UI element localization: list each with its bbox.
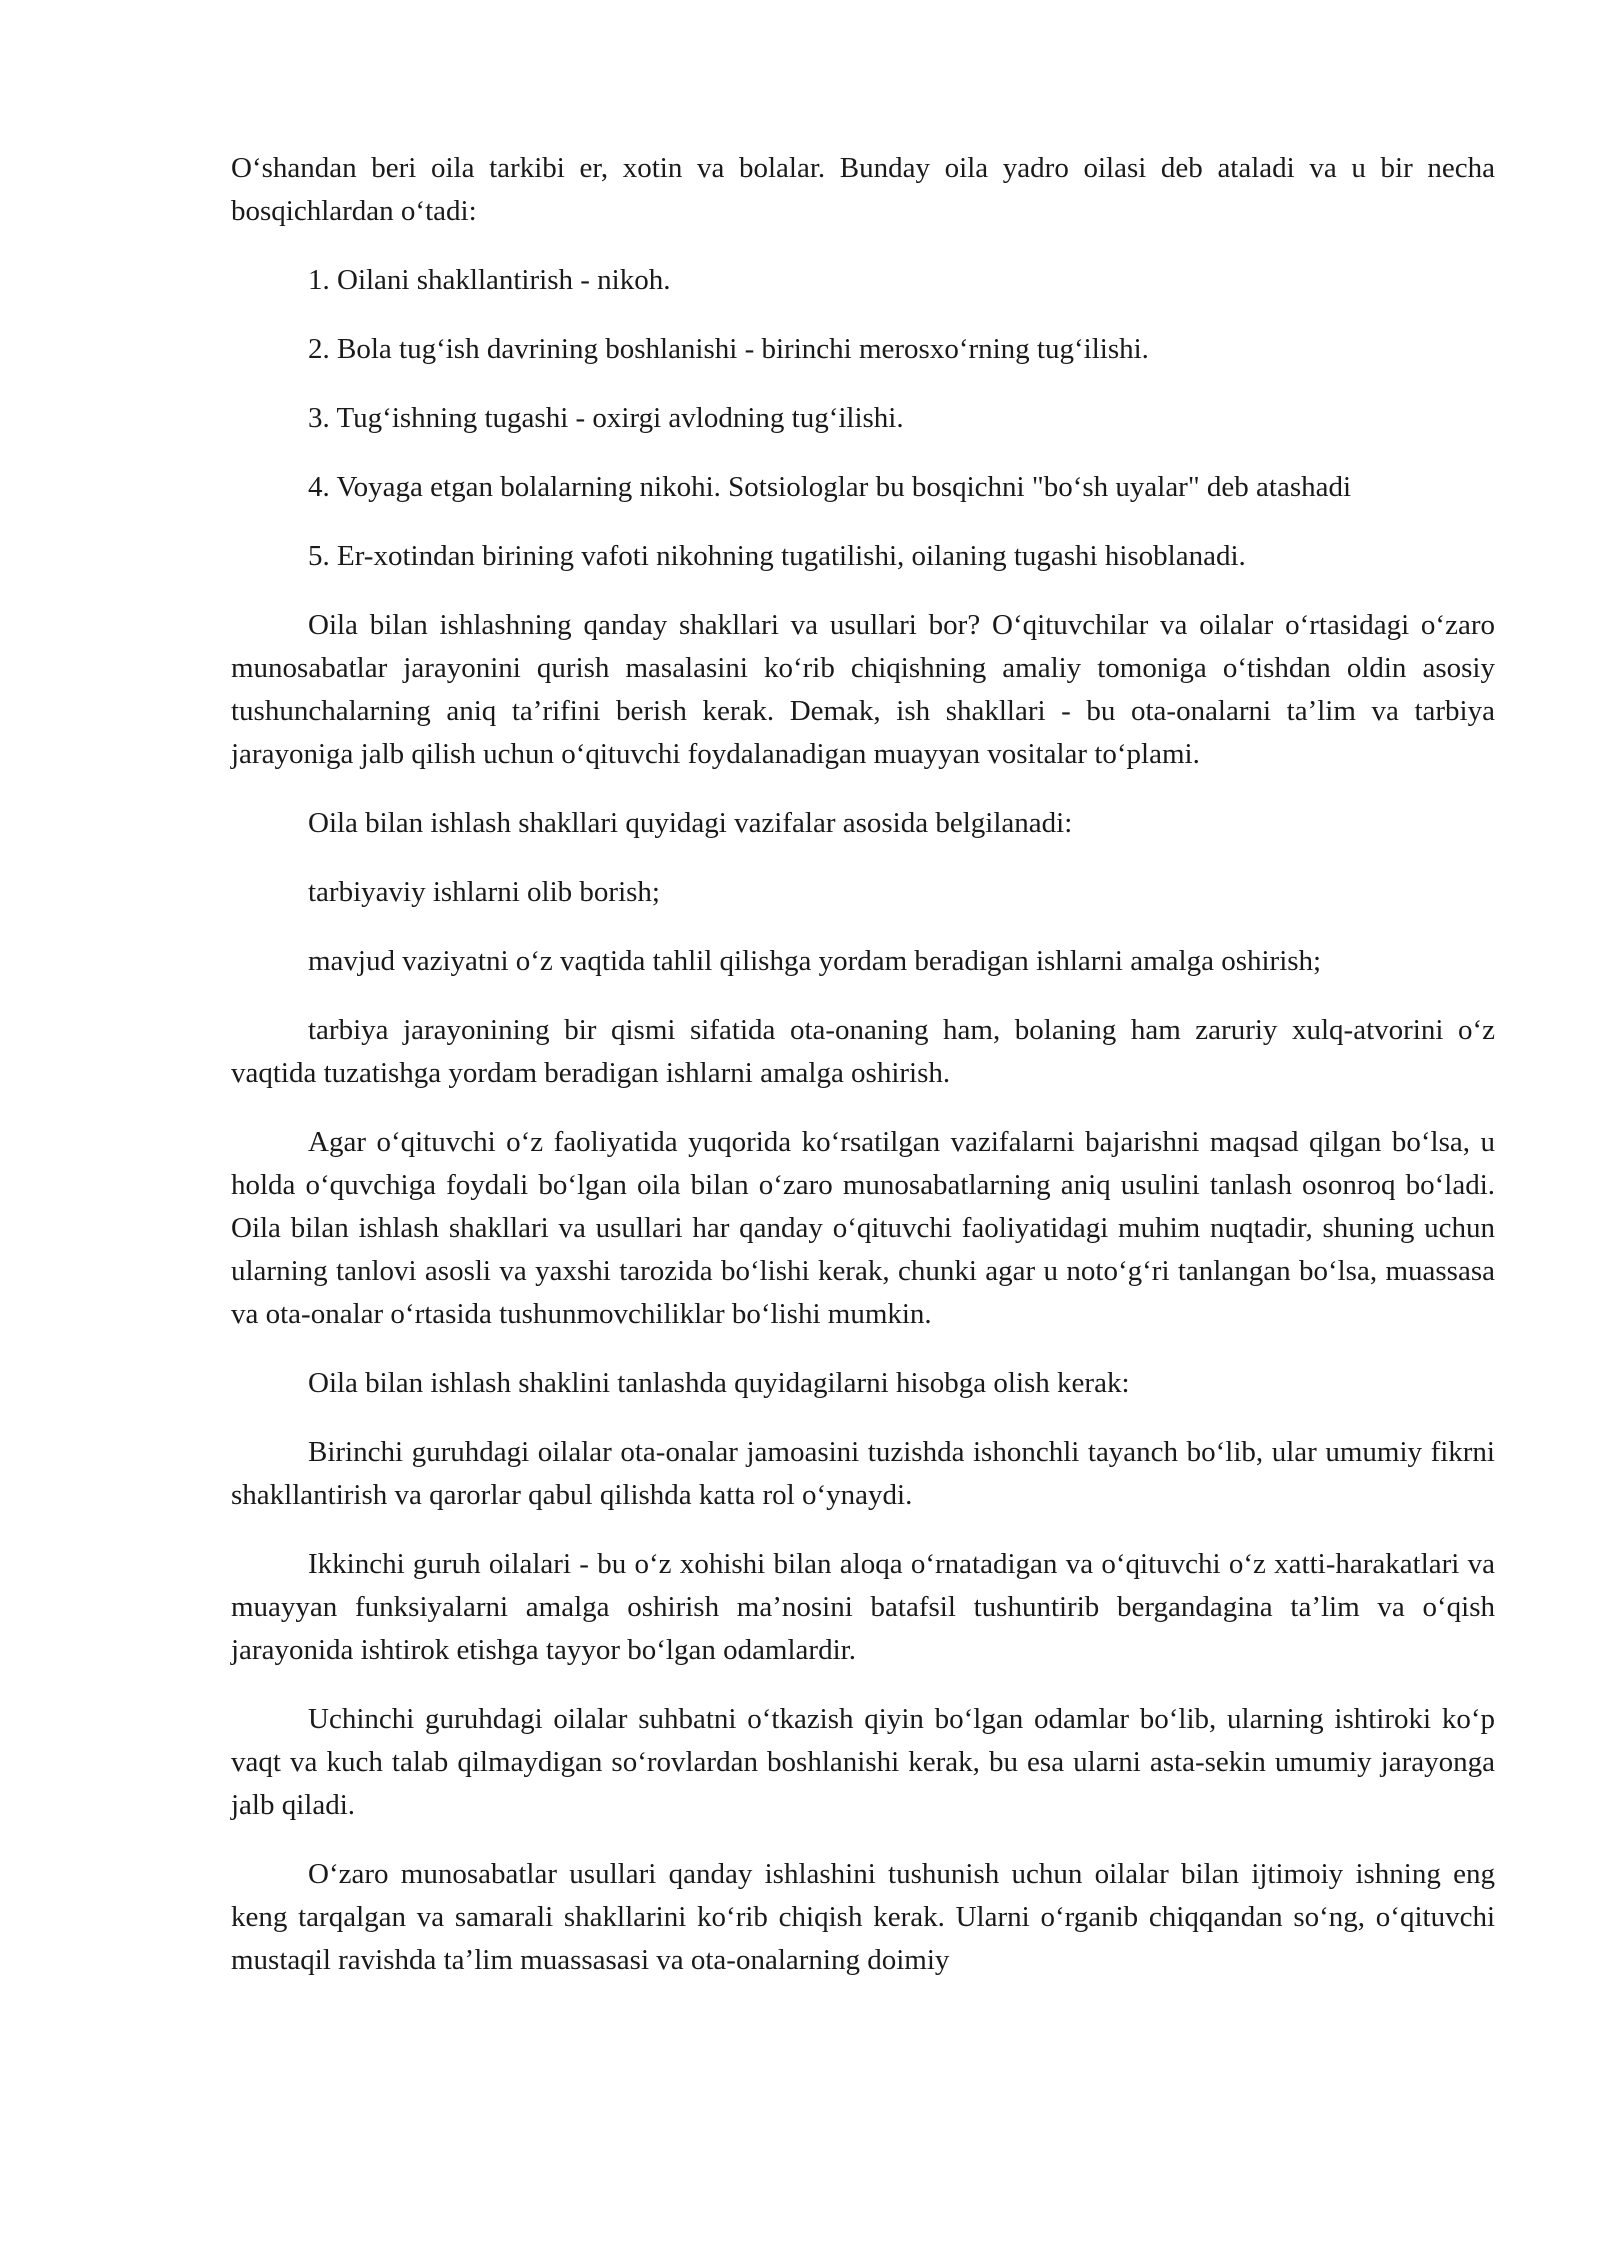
stage-item-5: 5. Er-xotindan birining vafoti nikohning tugatilishi, oilaning tugashi hisoblanadi. [308,540,1246,572]
stage-item-2: 2. Bola tug‘ish davrining boshlanishi - birinchi merosxo‘rning tug‘ilishi. [308,333,1149,365]
group3-paragraph: Uchinchi guruhdagi oilalar suhbatni o‘tkazish qiyin bo‘lgan odamlar bo‘lib, ularning ishtiroki ko‘p vaqt va kuch talab qilmaydigan so‘rovlardan boshlanishi kerak, bu esa ularni asta-sekin umumiy jarayonga jalb qiladi. [231,1703,1495,1821]
document-body [231,147,1495,2008]
goal-paragraph: Agar o‘qituvchi o‘z faoliyatida yuqorida ko‘rsatilgan vazifalarni bajarishni maqsad qilgan bo‘lsa, u holda o‘quvchiga foydali bo‘lgan oila bilan o‘zaro munosabatlarning aniq usulini tanlash osonroq bo‘ladi. Oila bilan ishlash shakllari va usullari har qanday o‘qituvchi faoliyatidagi muhim nuqtadir, shuning uchun ularning tanlovi asosli va yaxshi tarozida bo‘lishi kerak, chunki agar u noto‘g‘ri tanlangan bo‘lsa, muassasa va ota-onalar o‘rtasida tushunmovchiliklar bo‘lishi mumkin. [231,1126,1495,1330]
stage-item-1: 1. Oilani shakllantirish - nikoh. [308,264,671,296]
intro-paragraph: O‘shandan beri oila tarkibi er, xotin va bolalar. Bunday oila yadro oilasi deb ataladi va u bir necha bosqichlardan o‘tadi: [231,152,1495,227]
choose-paragraph: Oila bilan ishlash shaklini tanlashda quyidagilarni hisobga olish kerak: [308,1367,1130,1399]
stage-item-4: 4. Voyaga etgan bolalarning nikohi. Sotsiologlar bu bosqichni "bo‘sh uyalar" deb atashadi [308,471,1352,503]
forms-paragraph: Oila bilan ishlashning qanday shakllari va usullari bor? O‘qituvchilar va oilalar o‘rtasidagi o‘zaro munosabatlar jarayonini qurish masalasini ko‘rib chiqishning amaliy tomoniga o‘tishdan oldin asosiy tushunchalarning aniq ta’rifini berish kerak. Demak, ish shakllari - bu ota-onalarni ta’lim va tarbiya jarayoniga jalb qilish uchun o‘qituvchi foydalanadigan muayyan vositalar to‘plami. [231,609,1495,770]
task-item-1: tarbiyaviy ishlarni olib borish; [308,876,660,908]
group1-paragraph: Birinchi guruhdagi oilalar ota-onalar jamoasini tuzishda ishonchli tayanch bo‘lib, ular umumiy fikrni shakllantirish va qarorlar qabul qilishda katta rol o‘ynaydi. [231,1436,1495,1511]
group2-paragraph: Ikkinchi guruh oilalari - bu o‘z xohishi bilan aloqa o‘rnatadigan va o‘qituvchi o‘z xatti-harakatlari va muayyan funksiyalarni amalga oshirish ma’nosini batafsil tushuntirib bergandagina ta’lim va o‘qish jarayonida ishtirok etishga tayyor bo‘lgan odamlardir. [231,1548,1495,1666]
task-item-2: mavjud vaziyatni o‘z vaqtida tahlil qilishga yordam beradigan ishlarni amalga oshirish; [308,945,1322,977]
task-item-3: tarbiya jarayonining bir qismi sifatida ota-onaning ham, bolaning ham zaruriy xulq-atvorini o‘z vaqtida tuzatishga yordam beradigan ishlarni amalga oshirish. [231,1014,1495,1089]
methods-paragraph: O‘zaro munosabatlar usullari qanday ishlashini tushunish uchun oilalar bilan ijtimoiy ishning eng keng tarqalgan va samarali shakllarini ko‘rib chiqish kerak. Ularni o‘rganib chiqqandan so‘ng, o‘qituvchi mustaqil ravishda ta’lim muassasasi va ota-onalarning doimiy [231,1858,1495,1976]
tasks-intro-paragraph: Oila bilan ishlash shakllari quyidagi vazifalar asosida belgilanadi: [308,807,1073,839]
stage-item-3: 3. Tug‘ishning tugashi - oxirgi avlodning tug‘ilishi. [308,402,904,434]
